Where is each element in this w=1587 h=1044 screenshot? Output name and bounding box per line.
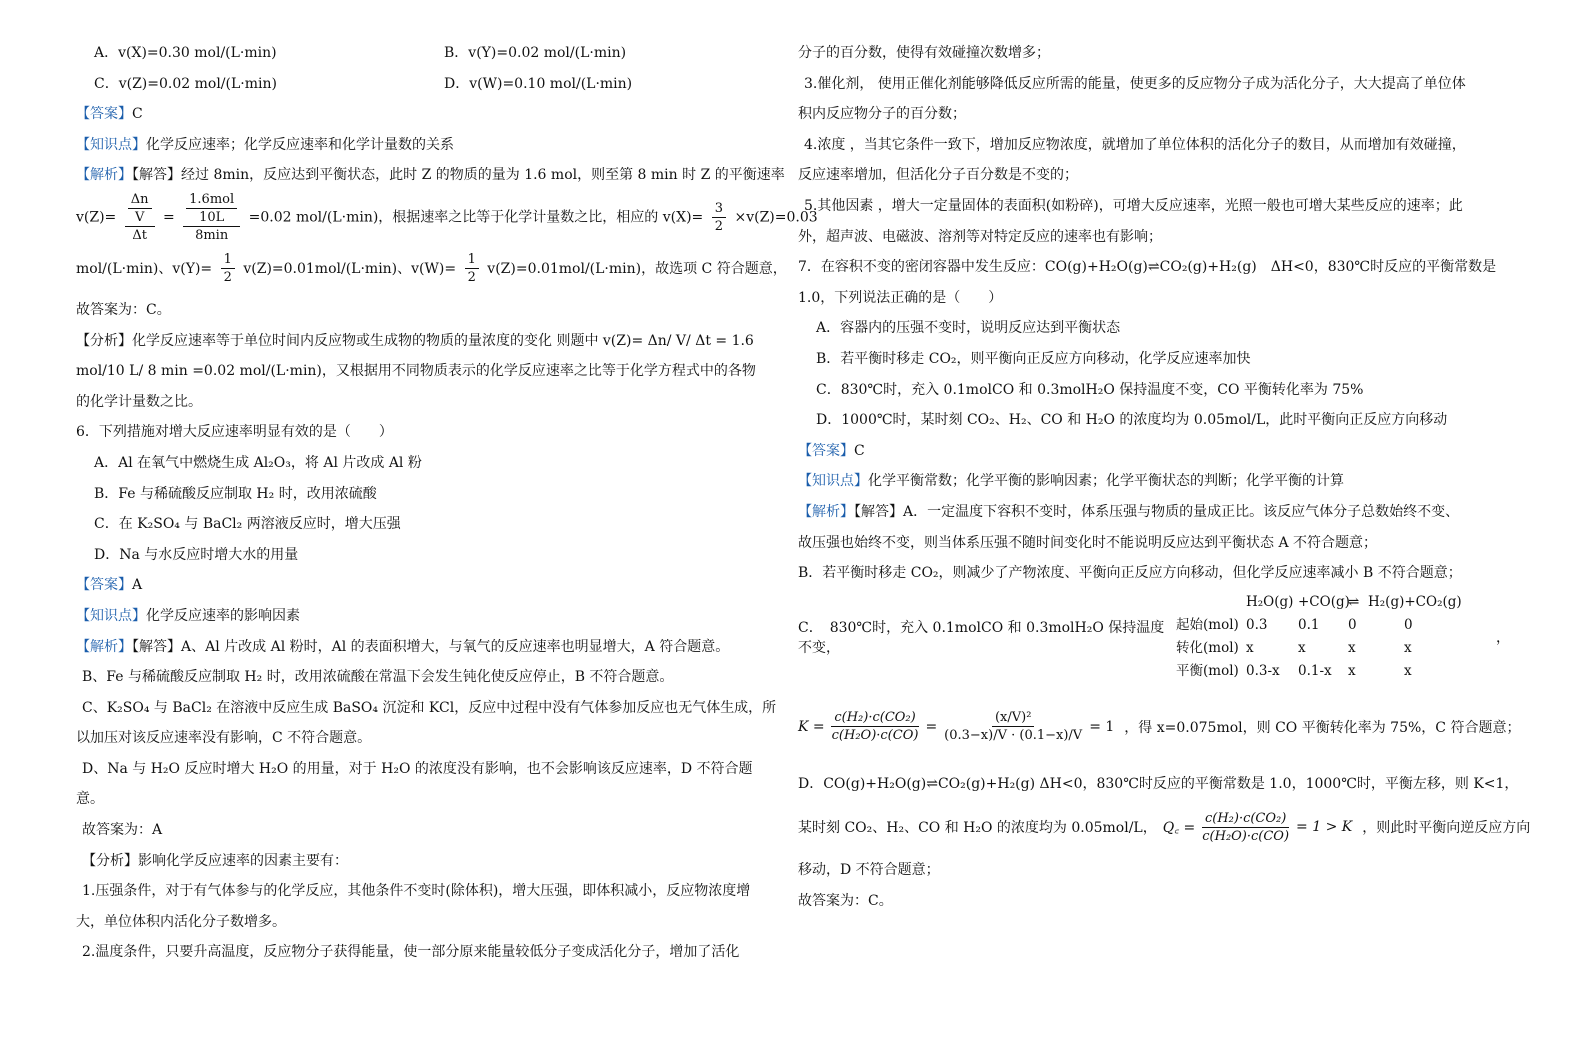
q6-point-2: 2.温度条件，只要升高温度，反应物分子获得能量，使一部分原来能量较低分子变成活化分子，增加了活化 <box>82 944 740 961</box>
q6-analysis-5: D、Na 与 H₂O 反应时增大 H₂O 的用量，对于 H₂O 的浓度没有影响，也不会影响该反应速率，D 不符合题 <box>82 760 753 777</box>
ice-cell: 0 <box>1348 616 1357 633</box>
k-numerator: c(H₂)·c(CO₂) <box>831 709 918 727</box>
frac-num: 3 <box>712 200 726 218</box>
frac-num <box>183 191 240 227</box>
q7-stem-2: 1.0，下列说法正确的是（ ） <box>798 289 1003 306</box>
frac-num: 1 <box>465 251 479 269</box>
q5-final: 故答案为：C。 <box>76 301 171 318</box>
q7-final: 故答案为：C。 <box>798 892 893 909</box>
ice-table-row <box>1176 660 1478 683</box>
ice-cell: 平衡(mol) <box>1176 662 1239 679</box>
ice-cell: 0.1-x <box>1298 662 1332 679</box>
qc-denominator: c(H₂O)·c(CO) <box>1202 828 1290 844</box>
answer-value: C <box>132 106 143 123</box>
knowledge-tag: 【知识点】 <box>798 473 868 490</box>
ice-cell <box>1176 591 1246 614</box>
q6-option-a: A．Al 在氧气中燃烧生成 Al₂O₃，将 Al 片改成 Al 粉 <box>94 454 422 471</box>
ice-cell: x <box>1404 639 1412 656</box>
ice-cell: 0.3-x <box>1246 662 1280 679</box>
q5-options-row-1 <box>76 38 776 69</box>
knowledge-text: 化学反应速率；化学反应速率和化学计量数的关系 <box>146 136 454 153</box>
q5-analysis-summary-1: 【分析】化学反应速率等于单位时间内反应物或生成物的物质的量浓度的变化 则题中 v(Z)= Δn/ V/ Δt = 1.6 <box>76 332 754 349</box>
ice-cell: x <box>1404 662 1412 679</box>
ice-cell: x <box>1348 639 1356 656</box>
q6-answer <box>76 570 776 601</box>
frac-den: 2 <box>714 218 724 234</box>
r-line-2: 3.催化剂， 使用正催化剂能够降低反应所需的能量，使更多的反应物分子成为活化分子，大大提高了单位体 <box>804 75 1466 92</box>
equals-sign: = <box>925 718 938 735</box>
ice-cell: 0 <box>1404 616 1413 633</box>
q7-stem-1: 7．在容积不变的密闭容器中发生反应：CO(g)+H₂O(g)⇌CO₂(g)+H₂(g) ΔH<0，830℃时反应的平衡常数是 <box>798 259 1497 276</box>
qc-expression <box>798 799 1531 855</box>
q6-analysis-summary: 【分析】影响化学反应速率的因素主要有： <box>82 852 348 869</box>
ratio-fraction <box>712 200 726 235</box>
k-value-numerator: (x/V)² <box>992 709 1034 727</box>
qc-fraction <box>1199 810 1292 845</box>
q5-analysis-summary-3: 的化学计量数之比。 <box>76 393 202 410</box>
analysis-tag: 【解析】 <box>76 167 132 184</box>
ice-table-header <box>1176 591 1478 614</box>
frac-den: 2 <box>223 270 232 286</box>
frac-den: 2 <box>467 270 476 286</box>
ice-cell: x <box>1246 639 1254 656</box>
analysis-text: 【解答】A、Al 片改成 Al 粉时，Al 的表面积增大，与氧气的反应速率也明显增大，A 符合题意。 <box>132 638 730 655</box>
q7-d-1: D．CO(g)+H₂O(g)⇌CO₂(g)+H₂(g) ΔH<0，830℃时反应的平衡常数是 1.0，1000℃时，平衡左移，则 K<1， <box>798 775 1519 792</box>
qc-text: 某时刻 CO₂、H₂、CO 和 H₂O 的浓度均为 0.05mol/L， <box>798 820 1157 837</box>
q5-option-b: B．v(Y)=0.02 mol/(L·min) <box>444 45 627 61</box>
answer-tag: 【答案】 <box>76 106 132 123</box>
k-symbol: K = <box>798 718 825 735</box>
r-line-6: 5.其他因素 ，增大一定量固体的表面积(如粉碎)，可增大反应速率，光照一般也可增大某些反应的速率；此 <box>804 197 1463 214</box>
liters: 10L <box>199 209 225 225</box>
analysis-text: 【解答】A．一定温度下容积不变时，体系压强与物质的量成正比。该反应气体分子总数始终不变、 <box>854 503 1460 520</box>
ice-table-row <box>1176 614 1478 637</box>
k-value-fraction <box>941 709 1085 744</box>
equals-sign: = <box>162 209 175 226</box>
answer-tag: 【答案】 <box>798 442 854 459</box>
ice-table <box>1176 591 1478 683</box>
qc-numerator: c(H₂)·c(CO₂) <box>1202 810 1289 828</box>
formula-middle-text: =0.02 mol/(L·min)，根据速率之比等于化学计量数之比，相应的 v(X)= <box>248 209 704 226</box>
r-line-7: 外，超声波、电磁波、溶剂等对特定反应的速率也有影响； <box>798 228 1162 245</box>
k-fraction <box>829 709 922 744</box>
delta-n: Δn <box>128 191 152 209</box>
ice-cell: H₂O(g) <box>1246 593 1294 610</box>
q7-c-ice-table-block <box>798 589 1510 685</box>
q5-option-a: A．v(X)=0.30 mol/(L·min) <box>94 45 277 61</box>
q5-formula-1 <box>76 191 818 243</box>
q6-final: 故答案为：A <box>82 822 163 839</box>
r-line-1: 分子的百分数，使得有效碰撞次数增多； <box>798 45 1050 61</box>
q5-knowledge-point <box>76 130 776 161</box>
k-expression <box>798 685 1521 769</box>
q6-option-b: B．Fe 与稀硫酸反应制取 H₂ 时，改用浓硫酸 <box>94 485 377 502</box>
inner-fraction <box>128 191 152 226</box>
r-line-4: 4.浓度 ，当其它条件一致下，增加反应物浓度，就增加了单位体积的活化分子的数目，从而增加有效碰撞， <box>804 136 1466 153</box>
q7-d-3: 移动，D 不符合题意； <box>798 862 940 879</box>
ice-cell: 转化(mol) <box>1176 639 1239 656</box>
inner-fraction <box>186 191 237 226</box>
q7-analysis-3: B．若平衡时移走 CO₂，则减少了产物浓度、平衡向正反应方向移动，但化学反应速率减小 B 不符合题意； <box>798 565 1462 582</box>
q7-c-text: C． 830℃时，充入 0.1molCO 和 0.3molH₂O 保持温度不变， <box>798 619 1165 656</box>
left-column <box>76 38 818 968</box>
q7-analysis-2: 故压强也始终不变，则当体系压强不随时间变化时不能说明反应达到平衡状态 A 不符合题意； <box>798 534 1378 551</box>
volume: V <box>134 209 145 225</box>
q6-point-1b: 大，单位体积内活化分子数增多。 <box>76 913 286 930</box>
q7-analysis-1 <box>798 497 1510 528</box>
q7-option-b: B．若平衡时移走 CO₂，则平衡向正反应方向移动，化学反应速率加快 <box>816 350 1251 367</box>
r-line-3: 积内反应物分子的百分数； <box>798 106 966 123</box>
q6-analysis-2: B、Fe 与稀硫酸反应制取 H₂ 时，改用浓硫酸在常温下会发生钝化使反应停止，B 不符合题意。 <box>82 669 674 686</box>
q6-knowledge-point <box>76 601 776 632</box>
k-denominator: c(H₂O)·c(CO) <box>831 728 919 744</box>
right-column <box>798 38 1531 916</box>
q5-options-row-2 <box>76 69 776 100</box>
rate-fraction <box>125 191 155 244</box>
formula-text: mol/(L·min)、v(Y)= <box>76 260 213 277</box>
value-fraction <box>183 191 240 244</box>
analysis-tag: 【解析】 <box>798 503 854 520</box>
answer-value: C <box>854 442 865 459</box>
moles: 1.6mol <box>186 191 237 209</box>
answer-value: A <box>132 577 143 594</box>
q6-stem: 6．下列措施对增大反应速率明显有效的是（ ） <box>76 424 393 441</box>
half-fraction <box>465 251 479 286</box>
analysis-text: 【解答】经过 8min，反应达到平衡状态，此时 Z 的物质的量为 1.6 mol，则至第 8 min 时 Z 的平衡速率 <box>132 167 785 184</box>
q5-formula-2 <box>76 243 787 295</box>
vz-label: v(Z)= <box>76 209 117 226</box>
q6-option-c: C．在 K₂SO₄ 与 BaCl₂ 两溶液反应时，增大压强 <box>94 516 401 533</box>
qc-symbol: Q꜀ = <box>1162 819 1196 836</box>
knowledge-text: 化学反应速率的影响因素 <box>146 607 300 624</box>
q7-answer <box>798 436 1510 467</box>
q6-analysis-4: 以加压对该反应速率没有影响，C 不符合题意。 <box>76 730 372 747</box>
formula-text: v(Z)=0.01mol/(L·min)、v(W)= <box>243 260 457 277</box>
answer-tag: 【答案】 <box>76 577 132 594</box>
half-fraction <box>221 251 235 286</box>
qc-compare: = 1 > K <box>1296 819 1353 836</box>
equals-one: = 1 <box>1089 718 1115 735</box>
q6-analysis-3: C、K₂SO₄ 与 BaCl₂ 在溶液中反应生成 BaSO₄ 沉淀和 KCl，反应中过程中没有气体参加反应也无气体生成，所 <box>82 699 777 716</box>
q6-analysis-6: 意。 <box>76 791 104 808</box>
ice-table-row <box>1176 637 1478 660</box>
q6-option-d: D．Na 与水反应时增大水的用量 <box>94 546 299 563</box>
qc-result-text: ，则此时平衡向逆反应方向 <box>1362 820 1531 837</box>
q7-option-c: C．830℃时，充入 0.1molCO 和 0.3molH₂O 保持温度不变，CO 平衡转化率为 75% <box>816 381 1364 398</box>
minutes: 8min <box>195 227 229 243</box>
frac-num: 1 <box>221 251 235 269</box>
ice-cell: 起始(mol) <box>1176 616 1239 633</box>
ice-cell: 0.1 <box>1298 616 1320 633</box>
q5-option-c: C．v(Z)=0.02 mol/(L·min) <box>94 75 277 92</box>
k-result-text: ，得 x=0.075mol，则 CO 平衡转化率为 75%，C 符合题意； <box>1124 719 1521 736</box>
ice-cell: x <box>1298 639 1306 656</box>
ice-cell: 0.3 <box>1246 616 1268 633</box>
q5-option-d: D．v(W)=0.10 mol/(L·min) <box>444 75 633 92</box>
r-line-5: 反应速率增加，但活化分子百分数是不变的； <box>798 167 1078 184</box>
k-value-denominator: (0.3−x)/V · (0.1−x)/V <box>944 728 1083 744</box>
ice-cell: ⇌ <box>1348 593 1360 610</box>
ice-cell: H₂(g)+CO₂(g) <box>1368 593 1462 610</box>
q7-c-comma: ， <box>1496 629 1510 646</box>
q6-point-1a: 1.压强条件，对于有气体参与的化学反应，其他条件不变时(除体积)，增大压强，即体积减小，反应物浓度增 <box>82 883 751 900</box>
analysis-tag: 【解析】 <box>76 638 132 655</box>
q6-analysis-1 <box>76 632 776 663</box>
formula-end-text: ×v(Z)=0.03 <box>734 209 818 226</box>
delta-t: Δt <box>132 227 147 243</box>
knowledge-tag: 【知识点】 <box>76 136 146 153</box>
frac-num <box>125 191 155 227</box>
q7-option-a: A．容器内的压强不变时，说明反应达到平衡状态 <box>816 320 1121 337</box>
q5-analysis-1 <box>76 160 785 191</box>
q7-knowledge-point <box>798 466 1510 497</box>
knowledge-tag: 【知识点】 <box>76 607 146 624</box>
ice-cell: x <box>1348 662 1356 679</box>
formula-text: v(Z)=0.01mol/(L·min)，故选项 C 符合题意， <box>487 260 787 277</box>
ice-cell: +CO(g) <box>1298 593 1350 610</box>
q5-analysis-summary-2: mol/10 L/ 8 min =0.02 mol/(L·min)，又根据用不同物质表示的化学反应速率之比等于化学方程式中的各物 <box>76 363 756 380</box>
q5-answer <box>76 99 776 130</box>
q7-option-d: D．1000℃时，某时刻 CO₂、H₂、CO 和 H₂O 的浓度均为 0.05mol/L，此时平衡向正反应方向移动 <box>816 412 1448 429</box>
knowledge-text: 化学平衡常数；化学平衡的影响因素；化学平衡状态的判断；化学平衡的计算 <box>868 473 1344 490</box>
